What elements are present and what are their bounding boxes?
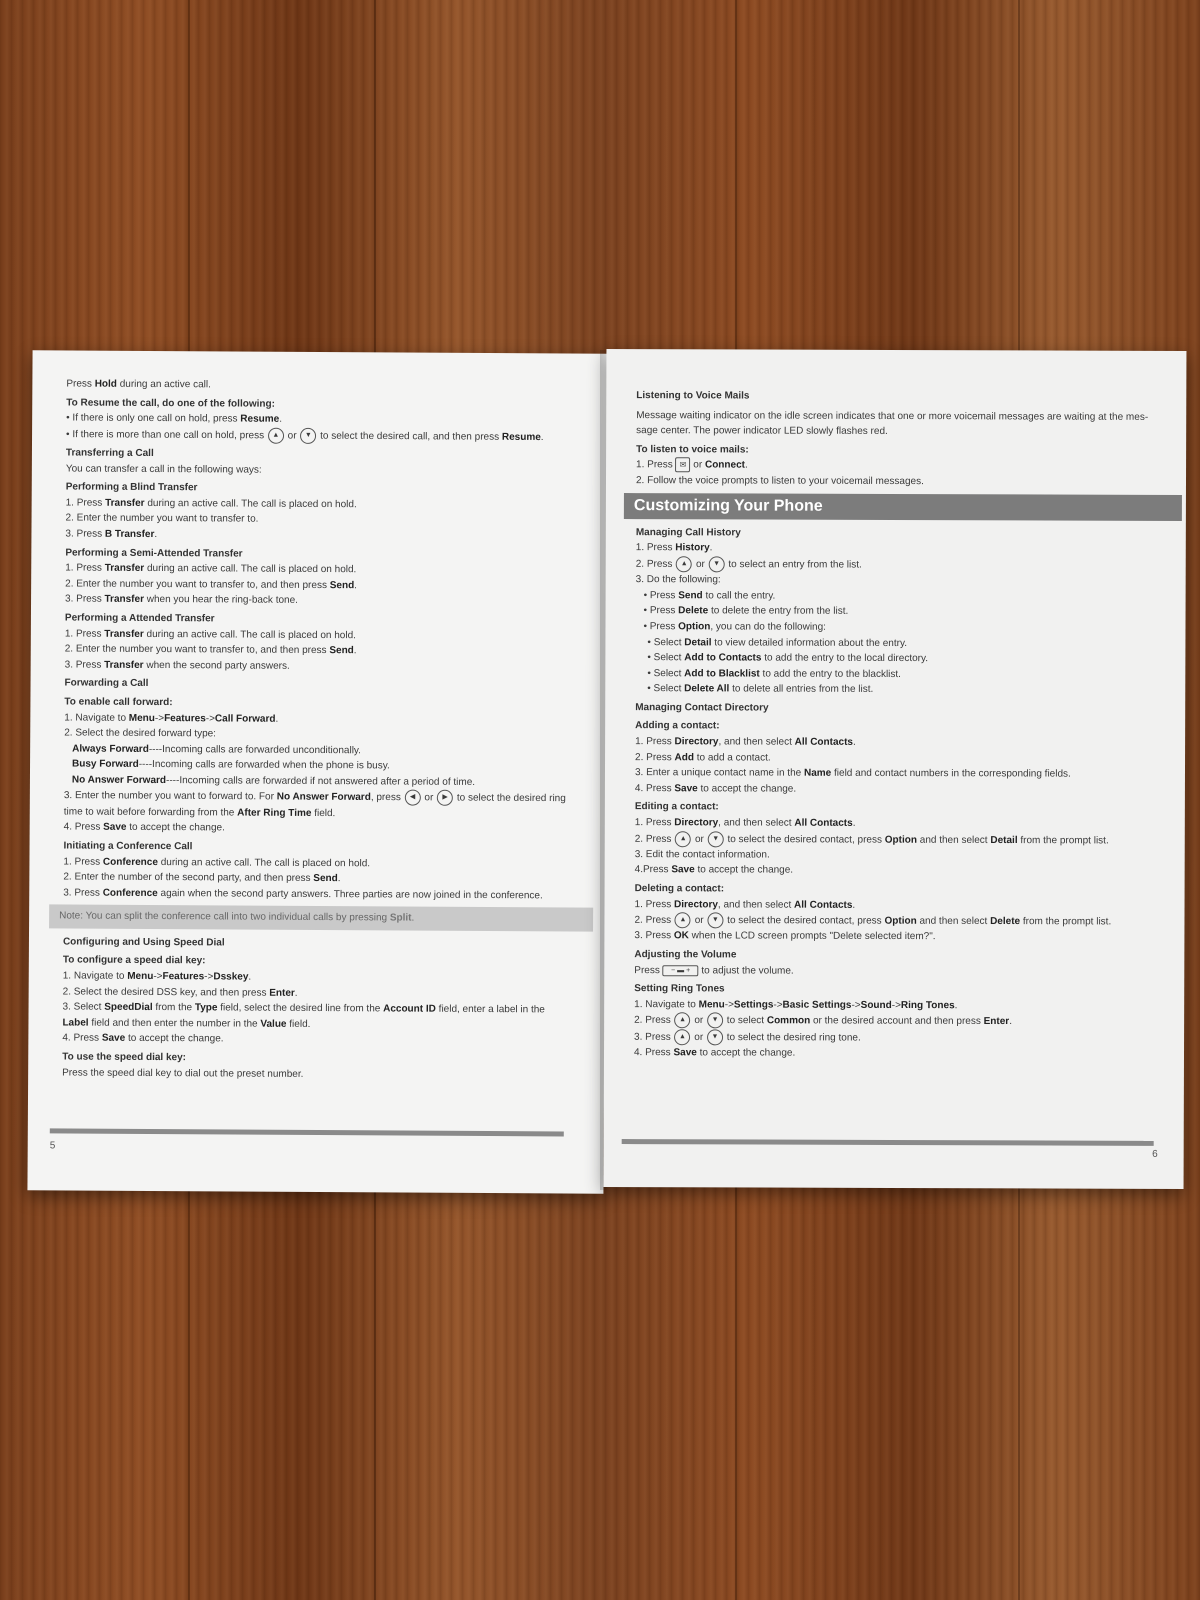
- speed-dial-heading: Configuring and Using Speed Dial: [62, 936, 225, 949]
- volume-key-icon: − ▬ +: [663, 965, 699, 976]
- ring-step-3: 3. Press ▲ or ▼ to select the desired ring tone.: [634, 1029, 1156, 1047]
- attended-step-2: 2. Enter the number you want to transfer to, and then press Send.: [64, 643, 357, 657]
- use-speed-dial-heading: To use the speed dial key:: [62, 1051, 187, 1064]
- voicemail-text-1: Message waiting indicator on the idle screen indicates that one or more voicemail messages are waiting at the mes-: [636, 409, 1149, 423]
- up-key-icon: ▲: [675, 831, 691, 847]
- speed-step-2: 2. Select the desired DSS key, and then press Enter.: [62, 986, 298, 999]
- attended-step-3: 3. Press Transfer when the second party answers.: [64, 659, 290, 672]
- attended-transfer-heading: Performing a Attended Transfer: [64, 612, 215, 625]
- speed-step-4: 4. Press Save to accept the change.: [62, 1032, 224, 1045]
- forward-always: Always Forward----Incoming calls are forwarded unconditionally.: [72, 743, 362, 756]
- resume-line-1: • If there is only one call on hold, press Resume.: [66, 412, 283, 425]
- forward-step-3-cont: time to wait before forwarding from the After Ring Time field.: [63, 806, 336, 819]
- down-key-icon: ▼: [707, 913, 723, 929]
- editing-contact-heading: Editing a contact:: [634, 801, 719, 813]
- mail-key-icon: ✉: [676, 458, 691, 473]
- manual-page-right: [604, 349, 1187, 1189]
- contact-directory-heading: Managing Contact Directory: [635, 701, 769, 714]
- add-step-1: 1. Press Directory, and then select All Contacts.: [635, 736, 856, 748]
- left-page-content: [59, 376, 584, 1083]
- hold-line: Press Hold during an active call.: [66, 378, 211, 391]
- call-history-heading: Managing Call History: [635, 526, 741, 539]
- edit-step-4: 4.Press Save to accept the change.: [634, 864, 794, 877]
- up-key-icon: ▲: [676, 556, 692, 572]
- conference-note: Note: You can split the conference call into two individual calls by pressing Split.: [49, 905, 593, 932]
- enable-forward-heading: To enable call forward:: [64, 696, 173, 709]
- ring-step-1: 1. Navigate to Menu->Settings->Basic Settings->Sound->Ring Tones.: [634, 998, 958, 1012]
- conference-step-2: 2. Enter the number of the second party, and then press Send.: [63, 871, 341, 885]
- deleting-contact-heading: Deleting a contact:: [634, 883, 725, 895]
- left-key-icon: ◀: [405, 790, 421, 806]
- listen-step-1: 1. Press ✉ or Connect.: [636, 457, 1158, 475]
- history-delete: • Press Delete to delete the entry from the list.: [643, 605, 849, 618]
- history-step-1: 1. Press History.: [635, 542, 713, 554]
- volume-step: Press − ▬ + to adjust the volume.: [634, 964, 794, 977]
- blind-step-2: 2. Enter the number you want to transfer to.: [65, 512, 259, 526]
- history-send: • Press Send to call the entry.: [643, 589, 776, 602]
- right-key-icon: ▶: [437, 790, 453, 806]
- history-add-contacts: • Select Add to Contacts to add the entry to the local directory.: [647, 652, 929, 665]
- ring-step-4: 4. Press Save to accept the change.: [633, 1046, 796, 1059]
- resume-heading: To Resume the call, do one of the following:: [66, 397, 276, 410]
- forward-no-answer: No Answer Forward----Incoming calls are forwarded if not answered after a period of time.: [71, 774, 476, 788]
- conference-heading: Initiating a Conference Call: [63, 840, 193, 853]
- blind-step-1: 1. Press Transfer during an active call. The call is placed on hold.: [65, 497, 357, 511]
- listen-step-2: 2. Follow the voice prompts to listen to your voicemail messages.: [635, 475, 924, 488]
- forward-busy: Busy Forward----Incoming calls are forwarded when the phone is busy.: [72, 758, 390, 772]
- up-key-icon: ▲: [675, 1029, 691, 1045]
- delete-step-1: 1. Press Directory, and then select All Contacts.: [634, 898, 856, 911]
- conference-step-1: 1. Press Conference during an active call. The call is placed on hold.: [63, 855, 371, 869]
- down-key-icon: ▼: [708, 831, 724, 847]
- manual-page-left: [27, 350, 608, 1194]
- configure-speed-dial-heading: To configure a speed dial key:: [62, 954, 206, 967]
- volume-heading: Adjusting the Volume: [634, 949, 737, 961]
- edit-step-3: 3. Edit the contact information.: [634, 848, 770, 861]
- semi-step-1: 1. Press Transfer during an active call. The call is placed on hold.: [65, 562, 357, 576]
- adding-contact-heading: Adding a contact:: [635, 720, 720, 732]
- footer-rule: [50, 1128, 564, 1136]
- attended-step-1: 1. Press Transfer during an active call. The call is placed on hold.: [64, 627, 356, 641]
- transfer-intro: You can transfer a call in the following ways:: [65, 463, 262, 476]
- up-key-icon: ▲: [675, 912, 691, 928]
- forward-step-2: 2. Select the desired forward type:: [64, 727, 217, 740]
- up-key-icon: ▲: [268, 427, 284, 443]
- forward-heading: Forwarding a Call: [64, 677, 149, 690]
- speed-step-3: 3. Select SpeedDial from the Type field, select the desired line from the Account ID field, enter a label in the: [62, 1001, 545, 1016]
- forward-step-1: 1. Navigate to Menu->Features->Call Forward.: [64, 711, 279, 725]
- add-step-3: 3. Enter a unique contact name in the Name field and contact numbers in the corresponding fields.: [634, 767, 1071, 780]
- transfer-heading: Transferring a Call: [65, 447, 154, 460]
- add-step-4: 4. Press Save to accept the change.: [634, 782, 797, 795]
- speed-step-3-cont: Label field and then enter the number in the Value field.: [62, 1017, 311, 1030]
- down-key-icon: ▼: [709, 556, 725, 572]
- edit-step-1: 1. Press Directory, and then select All Contacts.: [634, 817, 856, 829]
- semi-step-3: 3. Press Transfer when you hear the ring-back tone.: [65, 593, 299, 607]
- forward-step-4: 4. Press Save to accept the change.: [63, 821, 225, 834]
- delete-step-3: 3. Press OK when the LCD screen prompts "Delete selected item?".: [634, 930, 936, 943]
- footer-rule: [622, 1139, 1154, 1146]
- history-delete-all: • Select Delete All to delete all entries from the list.: [647, 683, 874, 696]
- semi-transfer-heading: Performing a Semi-Attended Transfer: [65, 547, 243, 560]
- delete-step-2: 2. Press ▲ or ▼ to select the desired contact, press Option and then select Delete from the prompt list.: [634, 912, 1156, 930]
- listen-heading: To listen to voice mails:: [636, 443, 749, 456]
- resume-line-2: • If there is more than one call on hold, press ▲ or ▼ to select the desired call, and then press Resume.: [66, 428, 544, 443]
- right-page-content: [634, 385, 1158, 1062]
- ring-step-2: 2. Press ▲ or ▼ to select Common or the desired account and then press Enter.: [634, 1013, 1156, 1031]
- forward-step-3: 3. Enter the number you want to forward to. For No Answer Forward, press ◀ or ▶ to select the desired ring: [63, 790, 566, 805]
- down-key-icon: ▼: [707, 1013, 723, 1029]
- page-number: 6: [1152, 1148, 1158, 1160]
- edit-step-2: 2. Press ▲ or ▼ to select the desired contact, press Option and then select Detail from the prompt list.: [635, 831, 1157, 849]
- add-step-2: 2. Press Add to add a contact.: [635, 751, 771, 764]
- history-add-blacklist: • Select Add to Blacklist to add the entry to the blacklist.: [647, 667, 901, 680]
- blind-transfer-heading: Performing a Blind Transfer: [65, 481, 198, 494]
- up-key-icon: ▲: [675, 1013, 691, 1029]
- voicemail-text-2: sage center. The power indicator LED slowly flashes red.: [636, 425, 888, 438]
- speed-step-1: 1. Navigate to Menu->Features->Dsskey.: [62, 970, 252, 983]
- history-detail: • Select Detail to view detailed information about the entry.: [647, 636, 908, 649]
- down-key-icon: ▼: [707, 1029, 723, 1045]
- use-speed-dial-text: Press the speed dial key to dial out the preset number.: [62, 1067, 304, 1080]
- history-step-2: 2. Press ▲ or ▼ to select an entry from the list.: [636, 556, 1158, 574]
- voicemail-heading: Listening to Voice Mails: [636, 390, 750, 402]
- ring-tones-heading: Setting Ring Tones: [634, 983, 725, 995]
- page-number: 5: [49, 1140, 56, 1152]
- history-step-3: 3. Do the following:: [635, 574, 721, 586]
- semi-step-2: 2. Enter the number you want to transfer to, and then press Send.: [65, 578, 358, 592]
- blind-step-3: 3. Press B Transfer.: [65, 528, 158, 540]
- section-banner: Customizing Your Phone: [624, 493, 1182, 521]
- history-option: • Press Option, you can do the following:: [643, 621, 826, 633]
- conference-step-3: 3. Press Conference again when the second party answers. Three parties are now joined in the conference.: [63, 887, 543, 902]
- down-key-icon: ▼: [300, 428, 316, 444]
